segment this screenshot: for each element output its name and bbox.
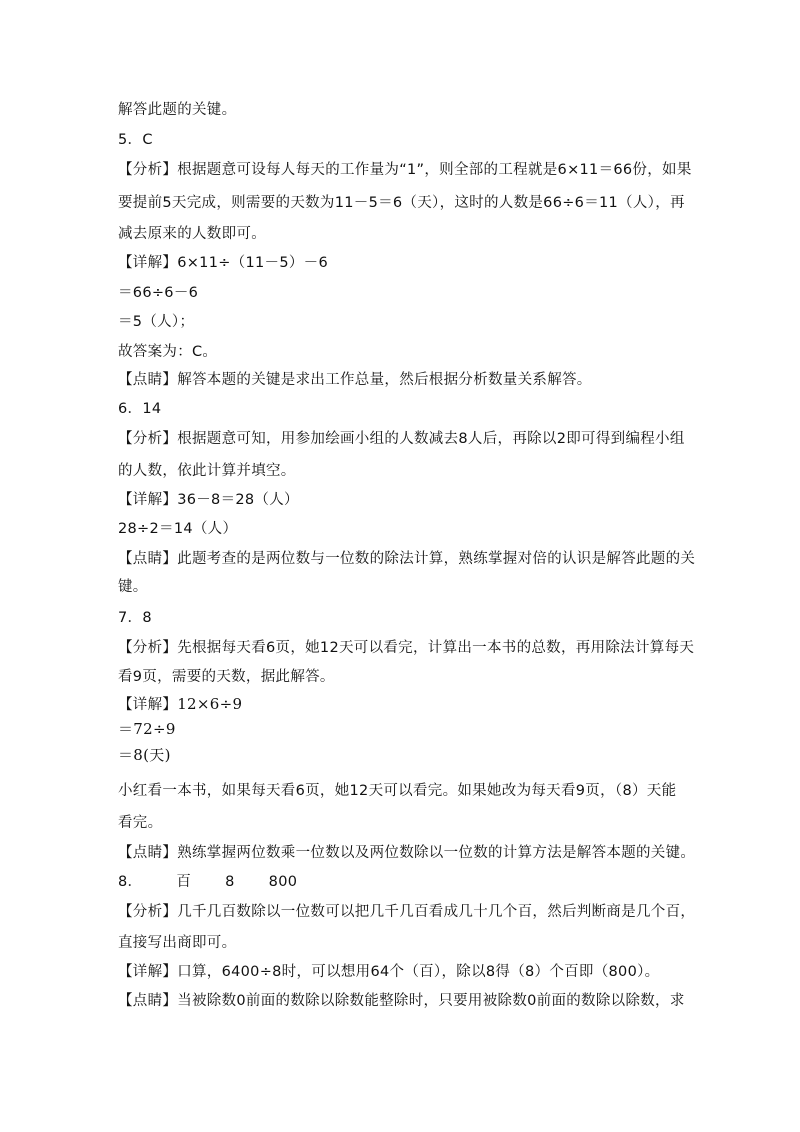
answer-6-heading: 6．14 [118,401,162,417]
detail-line: 28÷2＝14（人） [118,521,238,537]
answer-8-heading [118,872,297,892]
analysis-line: 【分析】先根据每天看6页，她12天可以看完，计算出一本书的总数，再用除法计算每天 [118,640,695,656]
comment-line: 【点睛】熟练掌握两位数乘一位数以及两位数除以一位数的计算方法是解答本题的关键。 [118,845,696,861]
detail-label: 【详解】 [118,697,178,713]
analysis-line: 【分析】几千几百数除以一位数可以把几千几百看成几十几个百，然后判断商是几个百， [118,904,696,920]
answer-number: 8． [118,874,143,890]
detail-line: 【详解】口算，6400÷8时，可以想用64个（百），除以8得（8）个百即（800）。 [118,964,660,980]
math-expression: ＝8(天) [118,746,171,764]
comment-line: 【点睛】解答本题的关键是求出工作总量，然后根据分析数量关系解答。 [118,372,592,388]
analysis-line: 【分析】根据题意可知，用参加绘画小组的人数减去8人后，再除以2即可得到编程小组 [118,431,685,447]
analysis-line: 减去原来的人数即可。 [118,226,266,242]
detail-line: ＝66÷6－6 [118,285,199,301]
detail-line: 【详解】6×11÷（11－5）－6 [118,255,328,271]
blank-answer: 8 [225,874,235,890]
answer-line: 故答案为：C。 [118,344,218,360]
math-expression: 12×6÷9 [177,695,243,713]
analysis-line: 要提前5天完成，则需要的天数为11－5＝6（天），这时的人数是66÷6＝11（人），再 [118,195,685,211]
detail-line: 【详解】36－8＝28（人） [118,492,299,508]
text-line: 小红看一本书，如果每天看6页，她12天可以看完。如果她改为每天看9页，（8）天能 [118,783,677,799]
blank-answer: 百 [176,874,192,890]
analysis-line: 看9页，需要的天数，据此解答。 [118,669,335,685]
answer-7-heading: 7．8 [118,610,152,626]
comment-line: 【点睛】当被除数0前面的数除以除数能整除时，只要用被除数0前面的数除以除数，求 [118,993,685,1009]
detail-line: ＝5（人）； [118,314,195,330]
math-expression: ＝72÷9 [118,720,176,738]
detail-line [118,694,242,715]
text-line: 解答此题的关键。 [118,102,237,118]
answer-5-heading: 5．C [118,132,153,148]
blank-answer: 800 [268,874,298,890]
comment-line: 键。 [118,579,148,595]
text-line: 看完。 [118,815,163,831]
comment-line: 【点睛】此题考查的是两位数与一位数的除法计算，熟练掌握对倍的认识是解答此题的关 [118,551,696,567]
analysis-line: 直接写出商即可。 [118,935,237,951]
analysis-line: 的人数，依此计算并填空。 [118,463,296,479]
analysis-line: 【分析】根据题意可设每人每天的工作量为“1”，则全部的工程就是6×11＝66份，如果 [118,162,692,178]
